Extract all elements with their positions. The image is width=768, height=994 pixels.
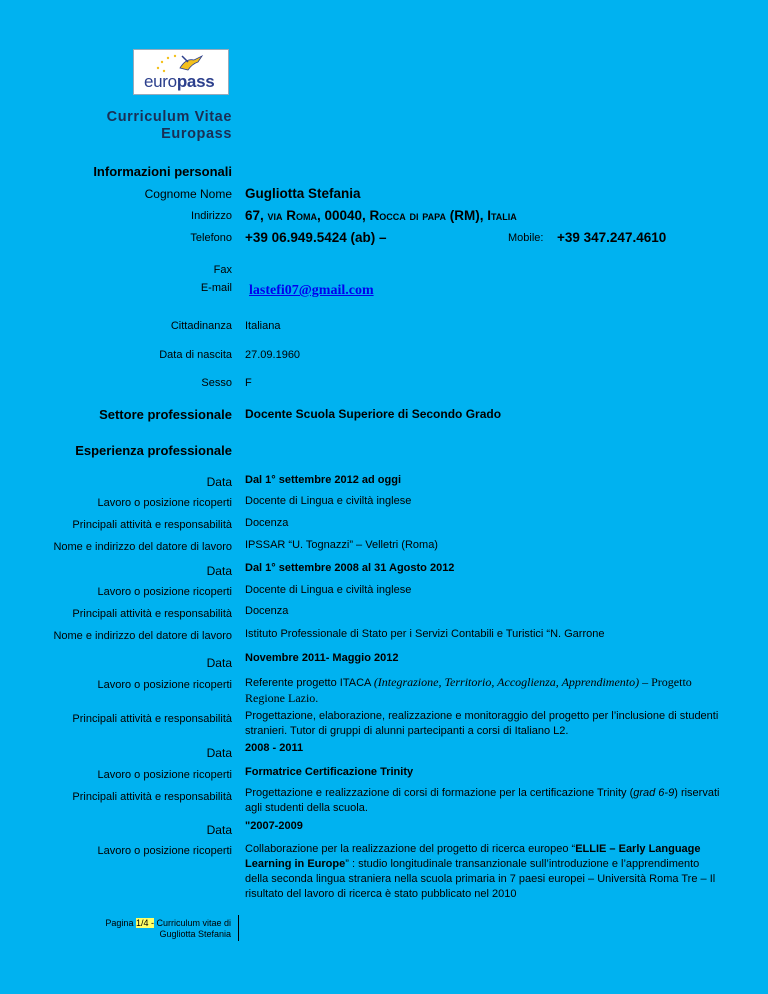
birth-label: Data di nascita (159, 349, 232, 361)
exp4-date-label: Data (206, 746, 232, 760)
exp1-date: Dal 1° settembre 2012 ad oggi (245, 474, 402, 486)
sector-label: Settore professionale (99, 407, 232, 422)
exp1-employer-label: Nome e indirizzo del datore di lavoro (53, 541, 232, 553)
birth-value: 27.09.1960 (245, 349, 301, 361)
exp3-date-label: Data (206, 656, 232, 670)
exp3-position: Referente progetto ITACA (Integrazione, Territorio, Accoglienza, Apprendimento) – Progetto Regione Lazio. (245, 675, 692, 705)
citizenship-value: Italiana (245, 320, 281, 332)
sector-value: Docente Scuola Superiore di Secondo Grado (245, 407, 502, 421)
mobile-value: +39 347.247.4610 (557, 230, 667, 245)
name-label: Cognome Nome (144, 187, 232, 201)
sex-value: F (245, 377, 252, 389)
fax-label: Fax (213, 264, 232, 276)
page-footer: Pagina 1/4 - Curriculum vitae di Gugliotta Stefania (105, 918, 231, 939)
exp5-date: "2007-2009 (245, 820, 303, 832)
phone-label: Telefono (190, 232, 232, 244)
email-label: E-mail (200, 282, 232, 294)
exp4-activities-label: Principali attività e responsabilità (72, 791, 232, 803)
exp5-date-label: Data (206, 823, 232, 837)
europass-wordmark: europass (144, 72, 215, 91)
exp1-date-label: Data (206, 475, 232, 489)
exp5-position-label: Lavoro o posizione ricoperti (97, 845, 232, 857)
exp4-activities: Progettazione e realizzazione di corsi di formazione per la certificazione Trinity (grad 6-9) riservati agli studenti della scuola. (245, 787, 720, 814)
phone-value: +39 06.949.5424 (ab) – (245, 230, 387, 245)
sex-label: Sesso (201, 377, 232, 389)
europass-logo (133, 49, 229, 95)
exp1-position: Docente di Lingua e civiltà inglese (245, 495, 412, 507)
address-value: 67, via Roma, 00040, Rocca di papa (RM), Italia (245, 208, 517, 223)
exp3-position-label: Lavoro o posizione ricoperti (97, 679, 232, 691)
exp1-employer: IPSSAR “U. Tognazzi” – Velletri (Roma) (245, 539, 438, 551)
exp1-position-label: Lavoro o posizione ricoperti (97, 497, 232, 509)
exp2-date: Dal 1° settembre 2008 al 31 Agosto 2012 (245, 562, 455, 574)
europass-figure-icon (152, 52, 212, 74)
exp2-employer: Istituto Professionale di Stato per i Servizi Contabili e Turistici “N. Garrone (245, 628, 605, 640)
exp3-activities: Progettazione, elaborazione, realizzazione e monitoraggio del progetto per l’inclusione di studenti stranieri. Tutor di gruppi di alunni partecipanti a corsi di Italiano L2. (245, 710, 719, 737)
exp2-position-label: Lavoro o posizione ricoperti (97, 586, 232, 598)
citizenship-label: Cittadinanza (170, 320, 232, 332)
exp3-activities-label: Principali attività e responsabilità (72, 713, 232, 725)
personal-info-heading: Informazioni personali (93, 164, 232, 179)
email-link[interactable]: lastefi07@gmail.com (249, 283, 374, 298)
exp2-position: Docente di Lingua e civiltà inglese (245, 584, 412, 596)
exp2-date-label: Data (206, 564, 232, 578)
mobile-label: Mobile: (508, 232, 544, 244)
address-label: Indirizzo (191, 210, 232, 222)
exp2-activities: Docenza (245, 605, 289, 617)
exp5-position: Collaborazione per la realizzazione del progetto di ricerca europeo “ELLIE – Early Language Learning in Europe” : studio longitudinale transanzionale sull’introduzione e l’apprendimento della seconda lingua straniera nella scuola primaria in 7 paesi europei – Università Roma Tre – Il risultato del lavoro di ricerca è stato pubblicato nel 2010 (245, 843, 716, 900)
exp2-employer-label: Nome e indirizzo del datore di lavoro (53, 630, 232, 642)
exp4-position-label: Lavoro o posizione ricoperti (97, 769, 232, 781)
exp2-activities-label: Principali attività e responsabilità (72, 608, 232, 620)
footer-divider (238, 915, 239, 941)
cv-title: Curriculum Vitae Europass (106, 109, 232, 142)
exp1-activities: Docenza (245, 517, 289, 529)
exp4-date: 2008 - 2011 (245, 742, 304, 754)
name-value: Gugliotta Stefania (245, 186, 361, 201)
experience-heading: Esperienza professionale (75, 443, 232, 458)
exp3-date: Novembre 2011- Maggio 2012 (245, 652, 399, 664)
page-number: 1/4 - (135, 918, 154, 928)
exp4-position: Formatrice Certificazione Trinity (245, 766, 414, 778)
exp1-activities-label: Principali attività e responsabilità (72, 519, 232, 531)
